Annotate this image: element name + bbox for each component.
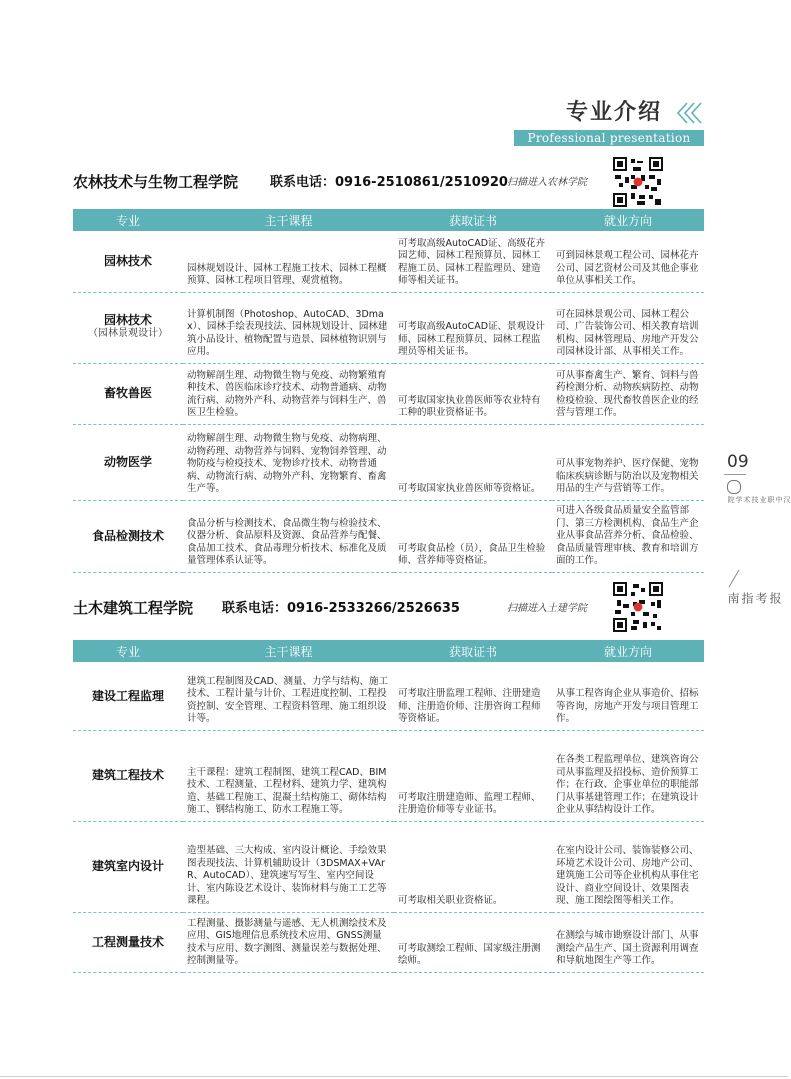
major-cell xyxy=(73,424,183,500)
jobs-cell: 可进入各级食品质量安全监管部门、第三方检测机构、食品生产企业从事食品营养分析、食品检验、食品质量管理审核、教育和培训方面的工作。 xyxy=(552,500,704,572)
page-header xyxy=(0,0,788,160)
majors-table xyxy=(73,209,704,573)
certs-cell: 可考取食品检（员），食品卫生检验师、营养师等资格证。 xyxy=(394,500,552,572)
courses-cell: 动物解剖生理、动物微生物与免疫、动物病理、动物药理、动物营养与饲料、宠物饲养管理、动物防疫与检疫技术、宠物诊疗技术、动物普通病、动物流行病、动物外产科、宠物繁育、畜禽生产等。 xyxy=(183,424,394,500)
jobs-cell: 可从事宠物养护、医疗保健、宠物临床疾病诊断与防治以及宠物相关用品的生产与营销等工作。 xyxy=(552,424,704,500)
qr-code-icon xyxy=(613,582,663,632)
section-title: 土木建筑工程学院 xyxy=(73,599,194,617)
major-cell xyxy=(73,231,183,292)
major-sub: （园林景观设计） xyxy=(88,327,168,339)
table-row xyxy=(73,292,704,363)
table-row xyxy=(73,730,704,821)
certs-cell: 可考取高级AutoCAD证、景观设计师、园林工程预算员、园林工程监理员等相关证书。 xyxy=(394,292,552,363)
table-header-row xyxy=(73,209,704,231)
col-jobs: 就业方向 xyxy=(552,640,704,662)
major-cell xyxy=(73,730,183,821)
school-logo-icon xyxy=(727,480,741,494)
courses-cell: 园林规划设计、园林工程施工技术、园林工程概预算、园林工程项目管理、观赏植物。 xyxy=(183,231,394,292)
certs-cell: 可考取国家执业兽医师等农业特有工种的职业资格证书。 xyxy=(394,363,552,424)
courses-cell: 动物解剖生理、动物微生物与免疫、动物繁殖育种技术、兽医临床诊疗技术、动物普通病、动物流行病、动物外产科、动物营养与饲料生产、兽医卫生检验。 xyxy=(183,363,394,424)
certs-cell: 可考取注册监理工程师、注册建造师、注册造价师、注册咨询工程师等资格证。 xyxy=(394,662,552,730)
courses-cell: 主干课程：建筑工程制图、建筑工程CAD、BIM技术、工程测量、工程材料、建筑力学、建筑构造、基础工程施工、混凝土结构施工、砌体结构施工、钢结构施工、防水工程施工等。 xyxy=(183,730,394,821)
jobs-cell: 可到园林景观工程公司、园林花卉公司、园艺资材公司及其他企事业单位从事相关工作。 xyxy=(552,231,704,292)
jobs-cell: 在各类工程监理单位、建筑咨询公司从事监理及招投标、造价预算工作；在行政、企事业单位的职能部门从事基建管理工作；在建筑设计企业从事结构设计工作。 xyxy=(552,730,704,821)
courses-cell: 计算机制图（Photoshop、AutoCAD、3Dmax）、园林手绘表现技法、园林规划设计、园林建筑小品设计、植物配置与造景、园林植物识别与应用。 xyxy=(183,292,394,363)
major-name: 食品检测技术 xyxy=(91,528,164,543)
school-name: 汉中职业技术学院 xyxy=(727,496,791,503)
section-phone: 联系电话：0916-2510861/2510920 xyxy=(270,175,508,190)
page-number: 09 xyxy=(727,452,749,472)
certs-cell: 可考取高级AutoCAD证、高级花卉园艺师、园林工程预算员、园林工程施工员、园林工程监理员、建造师等相关证书。 xyxy=(394,231,552,292)
table-row xyxy=(73,424,704,500)
courses-cell: 建筑工程制图及CAD、测量、力学与结构、施工技术、工程计量与计价、工程进度控制、工程投资控制、安全管理、工程资料管理、施工组织设计等。 xyxy=(183,662,394,730)
chevrons-icon xyxy=(676,101,706,125)
scan-label: 扫描进入土建学院 xyxy=(507,603,587,614)
col-jobs: 就业方向 xyxy=(552,209,704,231)
table-row xyxy=(73,821,704,912)
courses-cell: 工程测量、摄影测量与遥感、无人机测绘技术及应用、GIS地理信息系统技术应用、GNSS测量技术与应用、数字测图、测量误差与数据处理、控制测量等。 xyxy=(183,912,394,972)
major-name: 建筑工程技术 xyxy=(91,768,164,783)
col-certs: 获取证书 xyxy=(394,640,552,662)
side-divider xyxy=(724,474,746,475)
scan-label: 扫描进入农林学院 xyxy=(507,177,587,188)
qr-code-icon xyxy=(613,157,663,207)
major-name: 建筑室内设计 xyxy=(91,859,164,874)
page-title: 专业介绍 xyxy=(566,100,663,125)
major-cell xyxy=(73,821,183,912)
col-certs: 获取证书 xyxy=(394,209,552,231)
jobs-cell: 可在园林景观公司、园林工程公司、广告装饰公司、相关教育培训机构、园林管理局、房地产开发公司园林设计部、从事相关工作。 xyxy=(552,292,704,363)
courses-cell: 造型基础、三大构成、室内设计概论、手绘效果图表现技法、计算机辅助设计（3DSMAX+VArR、AutoCAD）、建筑速写写生、室内空间设计、室内陈设艺术设计、装饰材料与施工工艺等课程。 xyxy=(183,821,394,912)
section-title: 农林技术与生物工程学院 xyxy=(73,173,239,191)
college-section-civil xyxy=(73,582,704,982)
certs-cell: 可考取相关职业资格证。 xyxy=(394,821,552,912)
certs-cell: 可考取测绘工程师、国家级注册测绘师。 xyxy=(394,912,552,972)
college-section-agri xyxy=(73,157,704,577)
major-name: 动物医学 xyxy=(103,454,152,469)
table-row xyxy=(73,363,704,424)
col-courses: 主干课程 xyxy=(183,640,394,662)
col-courses: 主干课程 xyxy=(183,209,394,231)
major-cell xyxy=(73,500,183,572)
certs-cell: 可考取注册建造师、监理工程师、注册造价师等专业证书。 xyxy=(394,730,552,821)
major-name: 工程测量技术 xyxy=(91,934,164,949)
major-cell xyxy=(73,363,183,424)
side-slash xyxy=(729,570,740,588)
jobs-cell: 可从事畜禽生产、繁育、饲料与兽药检测分析、动物疾病防控、动物检疫检验、现代畜牧兽医企业的经营与管理工作。 xyxy=(552,363,704,424)
col-major: 专业 xyxy=(73,209,183,231)
table-row xyxy=(73,231,704,292)
table-row xyxy=(73,662,704,730)
jobs-cell: 在室内设计公司、装饰装修公司、环境艺术设计公司、房地产公司、建筑施工公司等企业机构从事住宅设计、商业空间设计、效果图表现、施工图绘图等相关工作。 xyxy=(552,821,704,912)
table-row xyxy=(73,500,704,572)
footer-rule xyxy=(0,1076,788,1077)
col-major: 专业 xyxy=(73,640,183,662)
jobs-cell: 在测绘与城市勘察设计部门、从事测绘产品生产、国土资源利用调查和导航地图生产等工作。 xyxy=(552,912,704,972)
page-subtitle: Professional presentation xyxy=(514,130,704,146)
major-cell xyxy=(73,912,183,972)
major-name: 园林技术 xyxy=(103,313,152,328)
majors-table xyxy=(73,640,704,973)
section-phone: 联系电话：0916-2533266/2526635 xyxy=(222,601,460,616)
major-name: 建设工程监理 xyxy=(91,688,164,703)
table-row xyxy=(73,912,704,972)
jobs-cell: 从事工程咨询企业从事造价、招标等咨询，房地产开发与项目管理工作。 xyxy=(552,662,704,730)
major-name: 畜牧兽医 xyxy=(103,386,152,401)
major-cell xyxy=(73,662,183,730)
major-cell xyxy=(73,292,183,363)
courses-cell: 食品分析与检测技术、食品微生物与检验技术、仪器分析、食品原料及资源、食品营养与配餐、食品加工技术、食品毒理分析技术、标准化及质量管理体系认证等。 xyxy=(183,500,394,572)
major-name: 园林技术 xyxy=(103,254,152,268)
guide-label: 报考指南 xyxy=(726,592,782,604)
table-header-row xyxy=(73,640,704,662)
certs-cell: 可考取国家执业兽医师等资格证。 xyxy=(394,424,552,500)
